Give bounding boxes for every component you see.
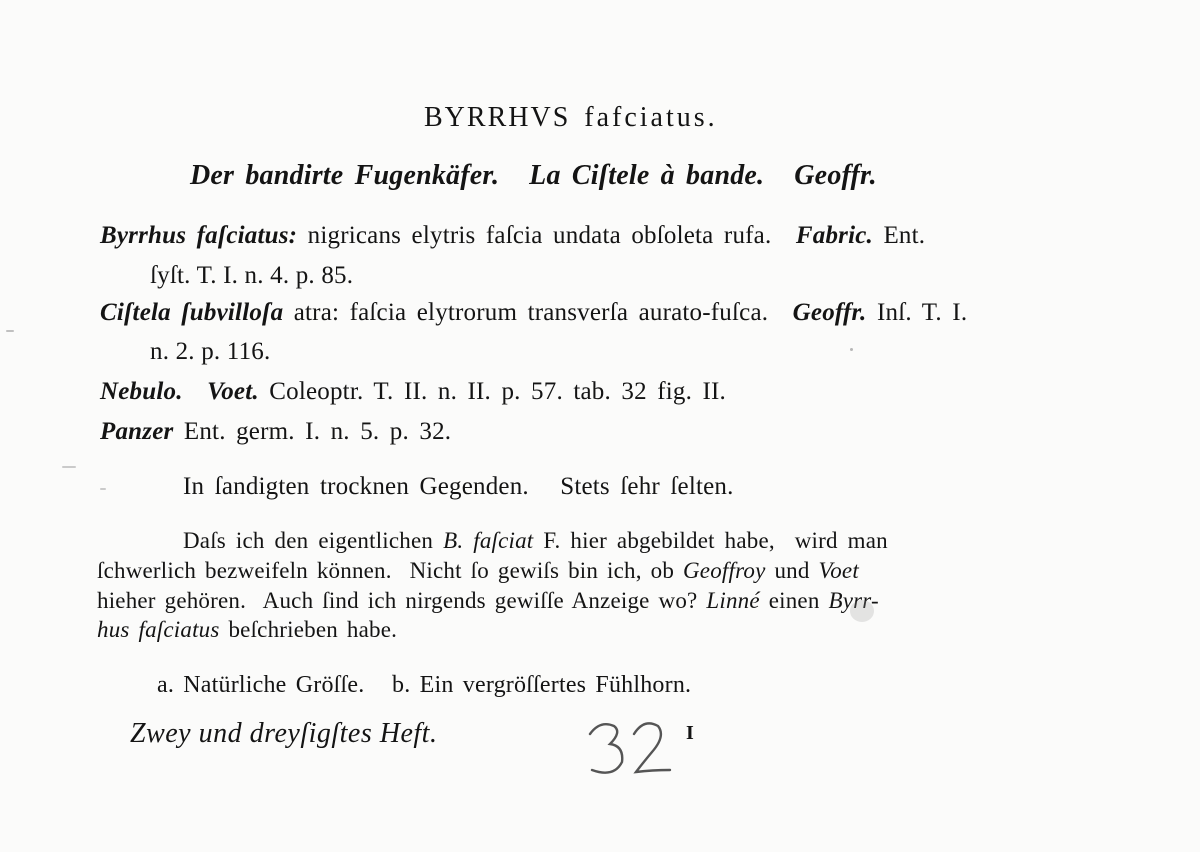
species-name: fafciatus. — [584, 102, 718, 133]
paragraph-italic: Linné — [706, 588, 760, 613]
reference-continuation: ſyſt. T. I. n. 4. p. 85. — [150, 262, 354, 289]
paragraph-italic: B. faſciat — [443, 528, 534, 553]
page-title — [424, 102, 718, 134]
reference-source: Geoffr. — [792, 299, 867, 326]
page-number: I — [686, 722, 694, 744]
paper-speck — [850, 600, 874, 622]
paragraph-italic: Voet — [818, 558, 859, 583]
common-names — [190, 160, 877, 192]
paper-speck — [62, 466, 76, 468]
issue-footer: Zwey und dreyſigſtes Heft. — [130, 718, 438, 749]
paper-speck — [100, 488, 106, 490]
paragraph-text: einen — [768, 588, 820, 613]
reference-tail: Inſ. T. I. — [876, 299, 968, 326]
reference-name: Nebulo. — [100, 378, 183, 405]
paragraph-line — [97, 558, 859, 584]
reference-line — [100, 418, 451, 446]
paragraph-text: F. hier abgebildet habe, wird man — [543, 528, 888, 553]
paragraph-text: und — [774, 558, 810, 583]
reference-name: Byrrhus faſciatus: — [100, 222, 298, 249]
reference-source: Fabric. — [795, 222, 873, 249]
paragraph-line — [183, 528, 888, 554]
paragraph-italic: Geoffroy — [683, 558, 766, 583]
reference-source: Voet. — [207, 378, 259, 405]
paper-speck — [850, 348, 853, 351]
reference-text: Ent. germ. I. n. 5. p. 32. — [183, 418, 452, 445]
reference-tail: Ent. — [883, 222, 926, 249]
handwritten-page-number — [578, 712, 678, 782]
french-name-author: Geoffr. — [794, 160, 877, 191]
reference-text: Coleoptr. T. II. n. II. p. 57. tab. 32 fig. II. — [269, 378, 727, 405]
reference-line — [100, 299, 967, 327]
reference-continuation: n. 2. p. 116. — [150, 338, 271, 365]
reference-text: nigricans elytris faſcia undata obſoleta rufa. — [307, 222, 772, 249]
paragraph-line — [97, 588, 879, 614]
genus-name: BYRRHVS — [424, 102, 571, 133]
paragraph-text: beſchrieben habe. — [228, 617, 398, 642]
reference-text: atra: faſcia elytrorum transverſa aurato-fuſca. — [293, 299, 769, 326]
reference-line — [100, 222, 925, 250]
french-name: La Ciſtele à bande. — [529, 160, 765, 191]
reference-line — [100, 378, 726, 406]
paragraph-text: Daſs ich den eigentlichen — [183, 528, 434, 553]
paragraph-line — [97, 617, 397, 643]
habitat-note: In ſandigten trocknen Gegenden. Stets ſehr ſelten. — [183, 473, 734, 500]
paper-speck — [6, 330, 14, 332]
reference-name: Panzer — [100, 418, 174, 445]
paragraph-text: ſchwerlich bezweifeln können. Nicht ſo gewiſs bin ich, ob — [97, 558, 675, 583]
figure-caption: a. Natürliche Gröſſe. b. Ein vergröſſertes Fühlhorn. — [157, 672, 692, 698]
reference-name: Ciſtela ſubvilloſa — [100, 299, 284, 326]
paragraph-italic: hus faſciatus — [97, 617, 220, 642]
paragraph-italic: Byrr- — [828, 588, 879, 613]
paragraph-text: hieher gehören. Auch ſind ich nirgends gewiſſe Anzeige wo? — [97, 588, 698, 613]
german-name: Der bandirte Fugenkäfer. — [190, 160, 500, 191]
